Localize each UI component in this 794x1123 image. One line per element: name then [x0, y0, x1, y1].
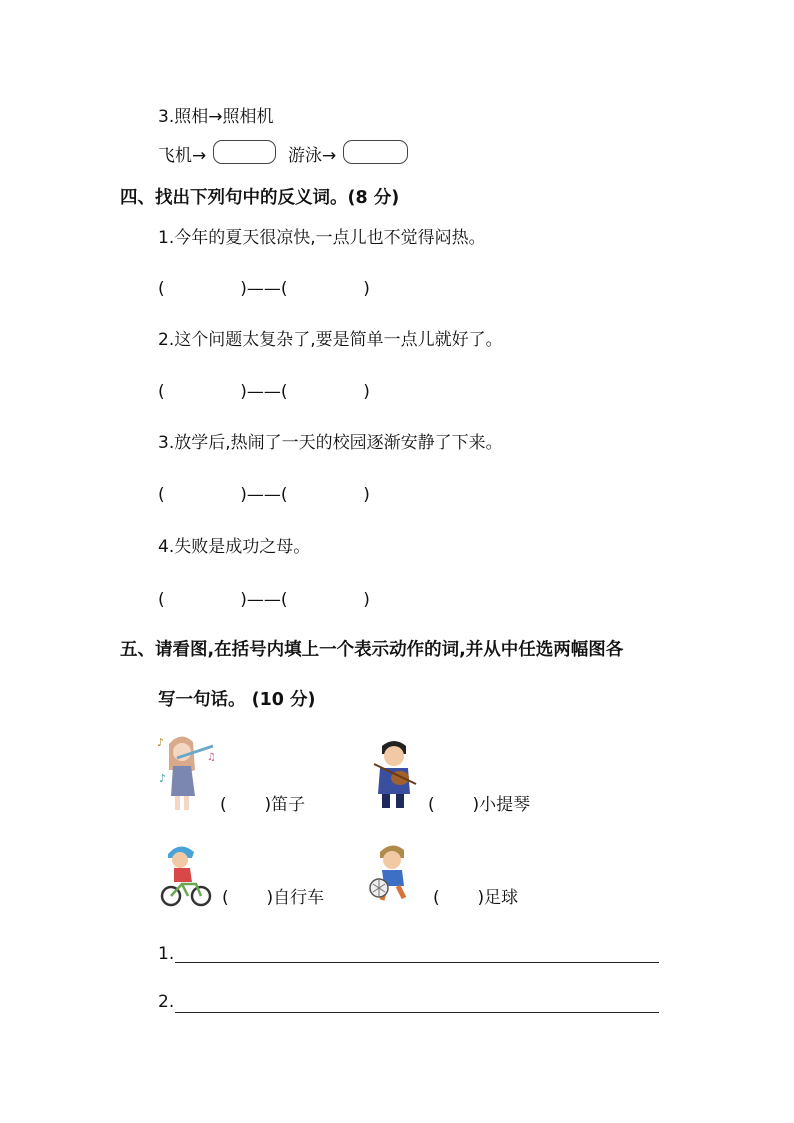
football-player-image: [368, 842, 420, 904]
section5-heading-line2: 写一句话。 (10 分): [158, 690, 316, 710]
pic2-label[interactable]: ( )小提琴: [428, 795, 531, 815]
section5-heading-line1: 五、请看图,在括号内填上一个表示动作的词,并从中任选两幅图各: [120, 640, 624, 660]
girl-flute-image: [155, 730, 217, 814]
example-照相: 3.照相→照相机: [158, 107, 274, 127]
svg-text:♫: ♫: [207, 752, 216, 763]
writing-line-1[interactable]: [175, 962, 659, 963]
pic3-label[interactable]: ( )自行车: [222, 888, 325, 908]
boy-violin-image: [368, 738, 420, 810]
answer-box-游泳[interactable]: [343, 140, 408, 164]
bicycle-rider-image: [160, 840, 212, 908]
svg-text:♪: ♪: [157, 736, 165, 749]
writing-line-2[interactable]: [175, 1012, 659, 1013]
section4-heading: 四、找出下列句中的反义词。(8 分): [120, 188, 400, 208]
question-3: 3.放学后,热闹了一天的校园逐渐安静了下来。: [158, 433, 503, 453]
answer-number-2: 2.: [158, 992, 175, 1012]
pic4-label[interactable]: ( )足球: [433, 888, 519, 908]
answer-blank-3[interactable]: ( )——( ): [158, 485, 370, 505]
question-1: 1.今年的夏天很凉快,一点儿也不觉得闷热。: [158, 228, 486, 248]
item-游泳: 游泳→: [288, 146, 337, 166]
svg-text:♪: ♪: [159, 772, 167, 785]
answer-blank-2[interactable]: ( )——( ): [158, 382, 370, 402]
item-飞机: 飞机→: [158, 146, 207, 166]
answer-box-飞机[interactable]: [213, 140, 276, 164]
question-4: 4.失败是成功之母。: [158, 537, 311, 557]
answer-blank-4[interactable]: ( )——( ): [158, 590, 370, 610]
answer-blank-1[interactable]: ( )——( ): [158, 279, 370, 299]
question-2: 2.这个问题太复杂了,要是简单一点儿就好了。: [158, 330, 503, 350]
answer-number-1: 1.: [158, 944, 175, 964]
pic1-label[interactable]: ( )笛子: [220, 795, 306, 815]
